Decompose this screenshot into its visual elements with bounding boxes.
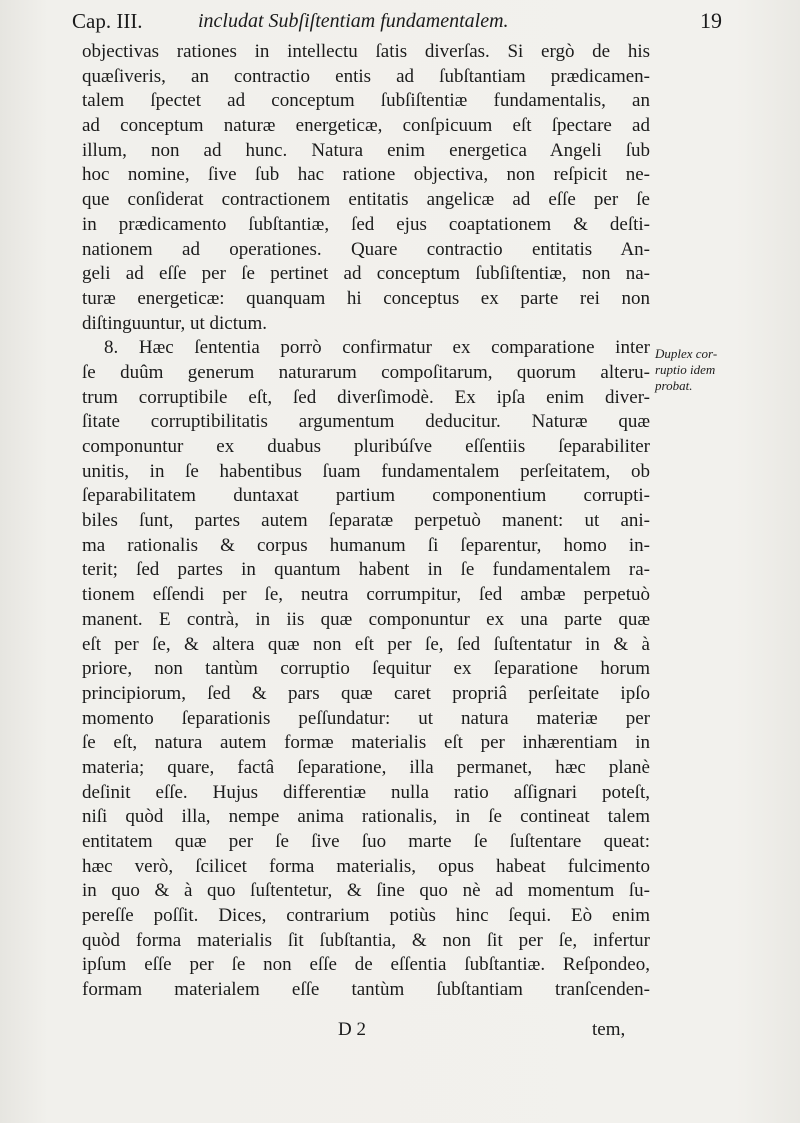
- text-line: ſeparabilitatem duntaxat partium componentium corrupti-: [82, 485, 650, 507]
- text-line: hæc verò, ſcilicet forma materialis, opus habeat fulcimento: [82, 855, 650, 877]
- chapter-label: Cap. III.: [72, 9, 143, 33]
- text-line: ſe duûm generum naturarum compoſitarum, quorum alteru-: [82, 361, 650, 383]
- text-line: objectivas rationes in intellectu ſatis diverſas. Si ergò de his: [82, 41, 650, 62]
- text-line: unitis, in ſe habentibus ſuam fundamentalem perſeitatem, ob: [82, 460, 650, 482]
- text-line: pereſſe poſſit. Dices, contrarium potiùs hinc ſequi. Eò enim: [82, 905, 650, 927]
- text-line: diſtinguuntur, ut dictum.: [82, 312, 268, 334]
- text-line: nationem ad operationes. Quare contractio entitatis An-: [82, 238, 650, 260]
- running-head: [72, 6, 722, 36]
- page-number: 19: [700, 8, 722, 33]
- text-line: ma rationalis & corpus humanum ſi ſeparentur, homo in-: [82, 534, 650, 556]
- text-line: momento ſeparationis peſſundatur: ut natura materiæ per: [82, 707, 650, 729]
- text-line: deſinit eſſe. Hujus differentiæ nulla ratio aſſignari poteſt,: [82, 781, 650, 803]
- text-line: biles ſunt, partes autem ſeparatæ perpetuò manent: ut ani-: [82, 510, 650, 532]
- text-line: principiorum, ſed & pars quæ caret propriâ perſeitate ipſo: [82, 682, 650, 704]
- text-line: terit; ſed partes in quantum habent in ſe fundamentalem ra-: [82, 559, 650, 581]
- text-line: in quo & à quo ſuſtentetur, & ſine quo nè ad momentum ſu-: [82, 880, 650, 902]
- text-line: in prædicamento ſubſtantiæ, ſed ejus coaptationem & deſti-: [82, 213, 650, 235]
- signature-mark: D 2: [338, 1019, 366, 1040]
- text-line: eſt per ſe, & altera quæ non eſt per ſe, ſed ſuſtentatur in & à: [82, 633, 650, 655]
- text-line: tionem eſſendi per ſe, neutra corrumpitur, ſed ambæ perpetuò: [82, 584, 650, 606]
- text-line: illum, non ad hunc. Natura enim energetica Angeli ſub: [82, 139, 650, 161]
- margin-note-line: ruptio idem: [655, 362, 716, 377]
- text-line: ipſum eſſe per ſe non eſſe de eſſentia ſubſtantiæ. Reſpondeo,: [82, 954, 650, 976]
- text-line: que conſiderat contractionem entitatis angelicæ ad eſſe per ſe: [82, 189, 650, 211]
- text-line: ſitate corruptibilitatis argumentum deducitur. Naturæ quæ: [82, 411, 650, 433]
- margin-note-line: probat.: [655, 378, 693, 393]
- text-line: materia; quare, factâ ſeparatione, illa permanet, hæc planè: [82, 756, 650, 778]
- text-line: ad conceptum naturæ energeticæ, conſpicuum eſt ſpectare ad: [82, 115, 650, 137]
- text-line: turæ energeticæ: quanquam hi conceptus ex parte rei non: [82, 287, 650, 309]
- paragraph-start-line: 8. Hæc ſententia porrò confirmatur ex comparatione inter: [104, 337, 650, 359]
- text-line: ſe eſt, natura autem formæ materialis eſt per inhærentiam in: [82, 732, 650, 754]
- text-line: formam materialem eſſe tantùm ſubſtantiam tranſcenden-: [82, 979, 650, 1001]
- text-line: quòd forma materialis ſit ſubſtantia, & non ſit per ſe, infertur: [82, 929, 650, 951]
- text-line: manent. E contrà, in iis quæ componuntur ex una parte quæ: [82, 608, 650, 630]
- running-title: includat Subſiſtentiam fundamentalem.: [198, 10, 509, 32]
- text-line: talem ſpectet ad conceptum ſubſiſtentiæ fundamentalis, an: [82, 90, 650, 112]
- text-line: componuntur ex duabus pluribúſve eſſentiis ſeparabiliter: [82, 436, 650, 457]
- catchword: tem,: [592, 1019, 626, 1040]
- text-line: hoc nomine, ſive ſub hac ratione objectiva, non reſpicit ne-: [82, 164, 650, 186]
- margin-note-line: Duplex cor-: [655, 346, 718, 361]
- text-line: quæſiveris, an contractio entis ad ſubſtantiam prædicamen-: [82, 65, 650, 87]
- margin-note: [655, 346, 745, 394]
- text-line: trum corruptibile eſt, ſed diverſimodè. Ex ipſa enim diver-: [82, 386, 650, 408]
- text-line: priore, non tantùm corruptio ſequitur ex ſeparatione horum: [82, 658, 650, 680]
- text-line: niſi quòd illa, nempe anima rationalis, in ſe contineat talem: [82, 806, 650, 828]
- text-line: entitatem quæ per ſe ſive ſuo marte ſe ſuſtentare queat:: [82, 831, 650, 852]
- body-text: [82, 40, 650, 1003]
- text-line: geli ad eſſe per ſe pertinet ad conceptum ſubſiſtentiæ, non na-: [82, 263, 650, 285]
